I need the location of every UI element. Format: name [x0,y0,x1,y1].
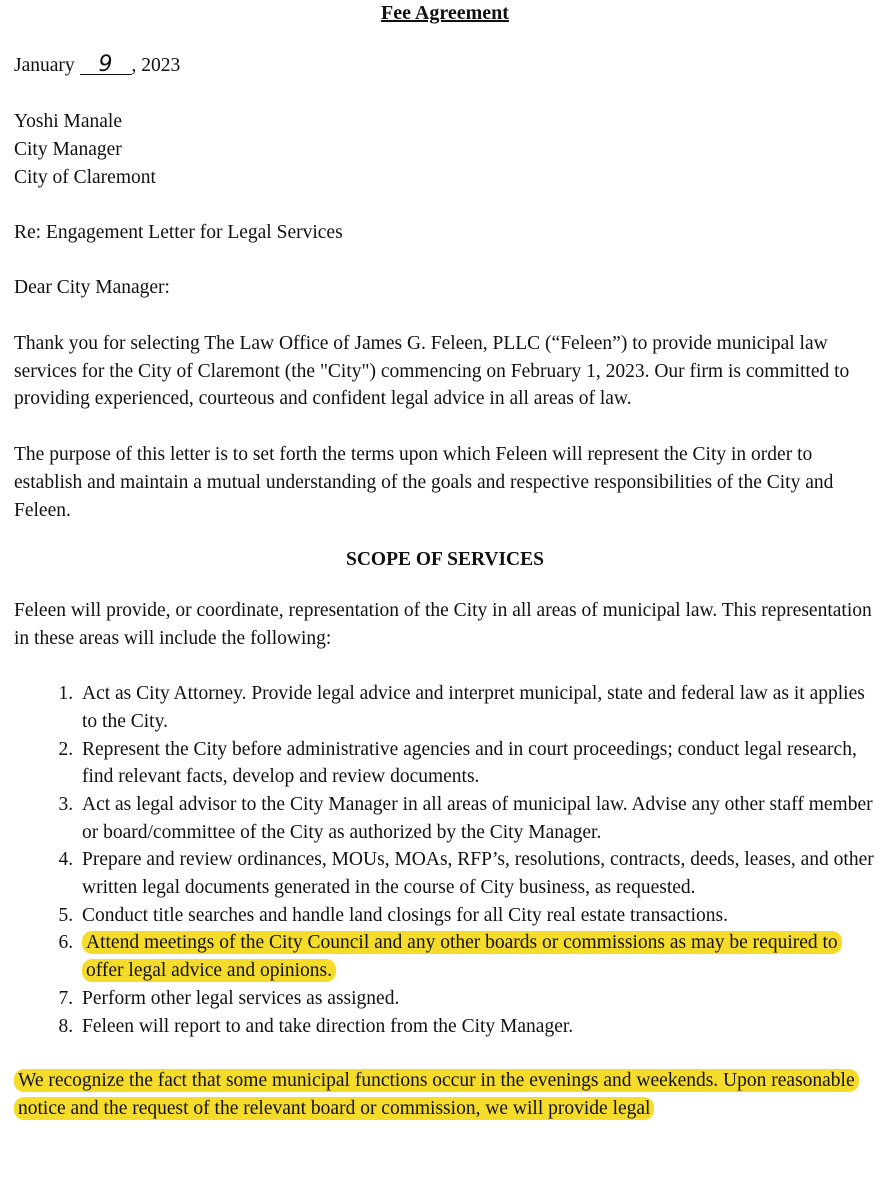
service-item: 5. Conduct title searches and handle land closings for all City real estate transactions. [78,902,876,930]
addressee-name: Yoshi Manale [14,110,122,132]
letter-date [14,52,876,80]
date-month: January [14,55,75,76]
letter-page [14,0,876,1123]
intro-paragraph: Thank you for selecting The Law Office of James G. Feleen, PLLC (“Feleen”) to provide municipal law services for the City of Claremont (the "City") commencing on February 1, 2023. Our firm is committed to providing experienced, courteous and confident legal advice in all areas of law. [14,333,850,410]
service-item: 4. Prepare and review ordinances, MOUs, MOAs, RFP’s, resolutions, contracts, deeds, leases, and other written legal documents generated in the course of City business, as requested. [78,846,876,901]
service-item: 7. Perform other legal services as assigned. [78,985,876,1013]
highlight-mark: Attend meetings of the City Council and any other boards or commissions as may be required to offer legal advice and opinions. [82,931,842,982]
service-item: 2. Represent the City before administrative agencies and in court proceedings; conduct legal research, find relevant facts, develop and review documents. [78,736,876,791]
highlight-mark: We recognize the fact that some municipal functions occur in the evenings and weekends. Upon reasonable notice and the request of the relevant board or commission, we will provide legal [14,1069,859,1120]
service-item: 3. Act as legal advisor to the City Manager in all areas of municipal law. Advise any other staff member or board/committee of the City as authorized by the City Manager. [78,791,876,846]
service-item: 8. Feleen will report to and take direction from the City Manager. [78,1013,876,1041]
document-title: Fee Agreement [381,2,509,24]
addressee-block [14,108,876,192]
addressee-title: City Manager [14,138,122,160]
service-item-highlighted [78,929,876,984]
purpose-paragraph: The purpose of this letter is to set forth the terms upon which Feleen will represent the City in order to establish and maintain a mutual understanding of the goals and respective responsibilities of the City and Feleen. [14,444,834,521]
scope-intro-paragraph: Feleen will provide, or coordinate, representation of the City in all areas of municipal law. This representation in these areas will include the following: [14,599,872,649]
re-line: Re: Engagement Letter for Legal Services [14,221,343,243]
closing-paragraph-highlighted [14,1067,876,1122]
date-day-handwritten: 9 [80,56,132,75]
service-item: 1. Act as City Attorney. Provide legal advice and interpret municipal, state and federal law as it applies to the City. [78,680,876,735]
services-list [14,680,876,1040]
section-heading-scope: SCOPE OF SERVICES [346,549,544,571]
date-year: , 2023 [131,55,181,76]
salutation: Dear City Manager: [14,277,170,299]
addressee-organization: City of Claremont [14,166,156,188]
